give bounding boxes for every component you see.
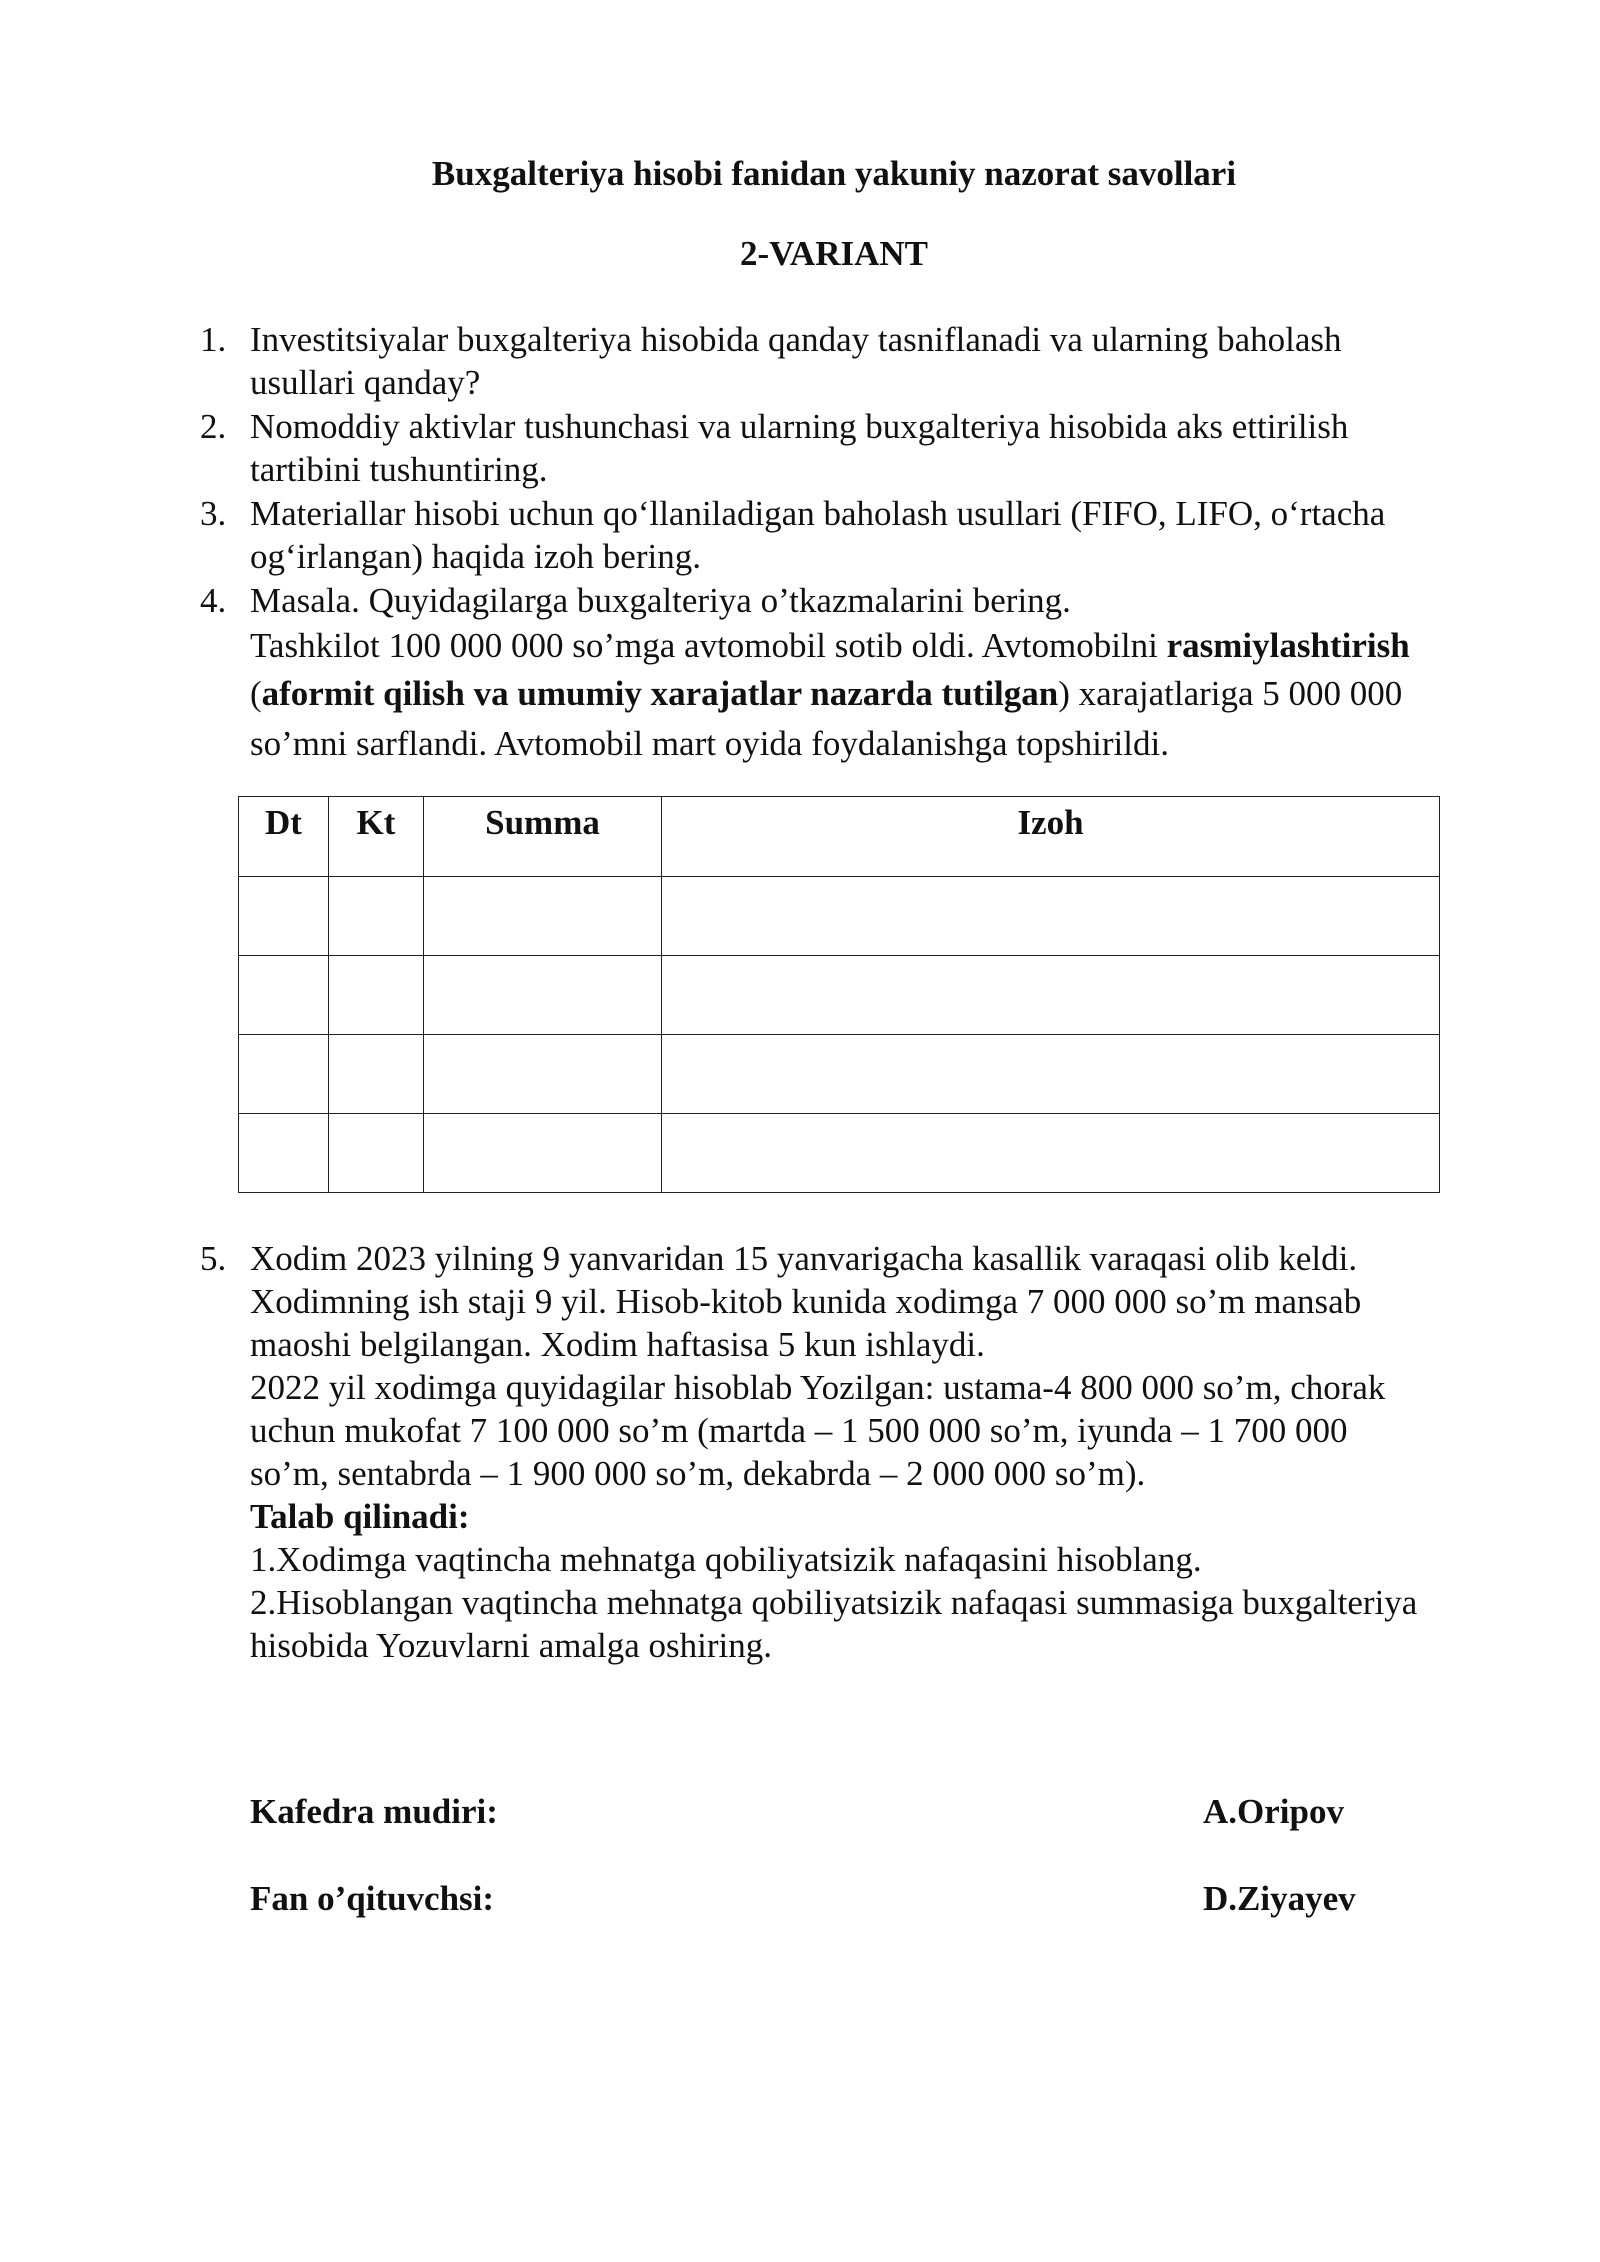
question-text-line: Masala. Quyidagilarga buxgalteriya o’tkazmalarini bering. — [250, 581, 1071, 620]
table-cell — [424, 1114, 662, 1193]
question-text-line: Nomoddiy aktivlar tushunchasi va ularning buxgalteriya hisobida aks ettirilish — [250, 407, 1349, 446]
column-header-kt: Kt — [329, 797, 424, 877]
question-text-line: maoshi belgilangan. Xodim haftasisa 5 kun ishlaydi. — [250, 1325, 985, 1364]
question-text-line: Materiallar hisobi uchun qo‘llaniladigan baholash usullari (FIFO, LIFO, o‘rtacha — [250, 494, 1386, 533]
signature-name-department-head: A.Oripov — [1203, 1792, 1344, 1831]
question-number: 4. — [200, 581, 227, 620]
table-row — [239, 877, 1440, 956]
question-text-line: Xodimning ish staji 9 yil. Hisob-kitob kunida xodimga 7 000 000 so’m mansab — [250, 1282, 1362, 1321]
question-text-line: Xodim 2023 yilning 9 yanvaridan 15 yanvarigacha kasallik varaqasi olib keldi. — [250, 1239, 1358, 1278]
table-cell — [662, 1035, 1440, 1114]
question-text-line — [250, 622, 1508, 669]
column-header-izoh: Izoh — [662, 797, 1440, 877]
question-text-line — [250, 669, 1508, 719]
table-cell — [329, 1035, 424, 1114]
table-cell — [239, 877, 329, 956]
table-cell — [662, 956, 1440, 1035]
table-header-row — [239, 797, 1440, 877]
table-cell — [239, 1035, 329, 1114]
signature-label-department-head: Kafedra mudiri: — [250, 1792, 498, 1831]
column-header-summa: Summa — [424, 797, 662, 877]
table-cell — [662, 1114, 1440, 1193]
table-cell — [239, 956, 329, 1035]
task-line: 1.Xodimga vaqtincha mehnatga qobiliyatsizik nafaqasini hisoblang. — [250, 1540, 1202, 1579]
signature-label-teacher: Fan o’qituvchsi: — [250, 1879, 495, 1918]
question-text-line: so’mni sarflandi. Avtomobil mart oyida foydalanishga topshirildi. — [250, 724, 1169, 763]
table-row — [239, 956, 1440, 1035]
table-cell — [424, 1035, 662, 1114]
table-cell — [662, 877, 1440, 956]
table-row — [239, 1035, 1440, 1114]
question-text: ) xarajatlariga 5 000 000 — [1058, 674, 1403, 713]
task-line: hisobida Yozuvlarni amalga oshiring. — [250, 1626, 773, 1665]
task-line: 2.Hisoblangan vaqtincha mehnatga qobiliyatsizik nafaqasi summasiga buxgalteriya — [250, 1583, 1418, 1622]
signature-name-teacher: D.Ziyayev — [1203, 1879, 1356, 1918]
question-text-line: tartibini tushuntiring. — [250, 450, 548, 489]
table-cell — [424, 956, 662, 1035]
question-text-line: so’m, sentabrda – 1 900 000 so’m, dekabrda – 2 000 000 so’m). — [250, 1454, 1146, 1493]
question-text-line: uchun mukofat 7 100 000 so’m (martda – 1 500 000 so’m, iyunda – 1 700 000 — [250, 1411, 1348, 1450]
table-cell — [329, 956, 424, 1035]
variant-heading: 2-VARIANT — [740, 234, 928, 273]
requirement-heading: Talab qilinadi: — [250, 1497, 470, 1536]
column-header-dt: Dt — [239, 797, 329, 877]
question-text-line: Investitsiyalar buxgalteriya hisobida qanday tasniflanadi va ularning baholash — [250, 320, 1342, 359]
question-number: 5. — [200, 1239, 227, 1278]
journal-entry-table — [238, 796, 1440, 1193]
table-cell — [239, 1114, 329, 1193]
table-cell — [329, 877, 424, 956]
question-bold-text: rasmiylashtirish — [1166, 626, 1410, 665]
question-bold-text: aformit qilish va umumiy xarajatlar nazarda tutilgan — [261, 674, 1059, 713]
table-row — [239, 1114, 1440, 1193]
question-text-line: 2022 yil xodimga quyidagilar hisoblab Yozilgan: ustama-4 800 000 so’m, chorak — [250, 1368, 1386, 1407]
question-text: Tashkilot 100 000 000 so’mga avtomobil sotib oldi. Avtomobilni — [250, 626, 1167, 665]
table-cell — [424, 877, 662, 956]
question-text-line: usullari qanday? — [250, 363, 481, 402]
document-title: Buxgalteriya hisobi fanidan yakuniy nazorat savollari — [431, 154, 1237, 193]
question-number: 2. — [200, 407, 227, 446]
question-text-line: og‘irlangan) haqida izoh bering. — [250, 537, 701, 576]
table-cell — [329, 1114, 424, 1193]
question-text: ( — [250, 674, 262, 713]
question-number: 1. — [200, 320, 227, 359]
question-number: 3. — [200, 494, 227, 533]
